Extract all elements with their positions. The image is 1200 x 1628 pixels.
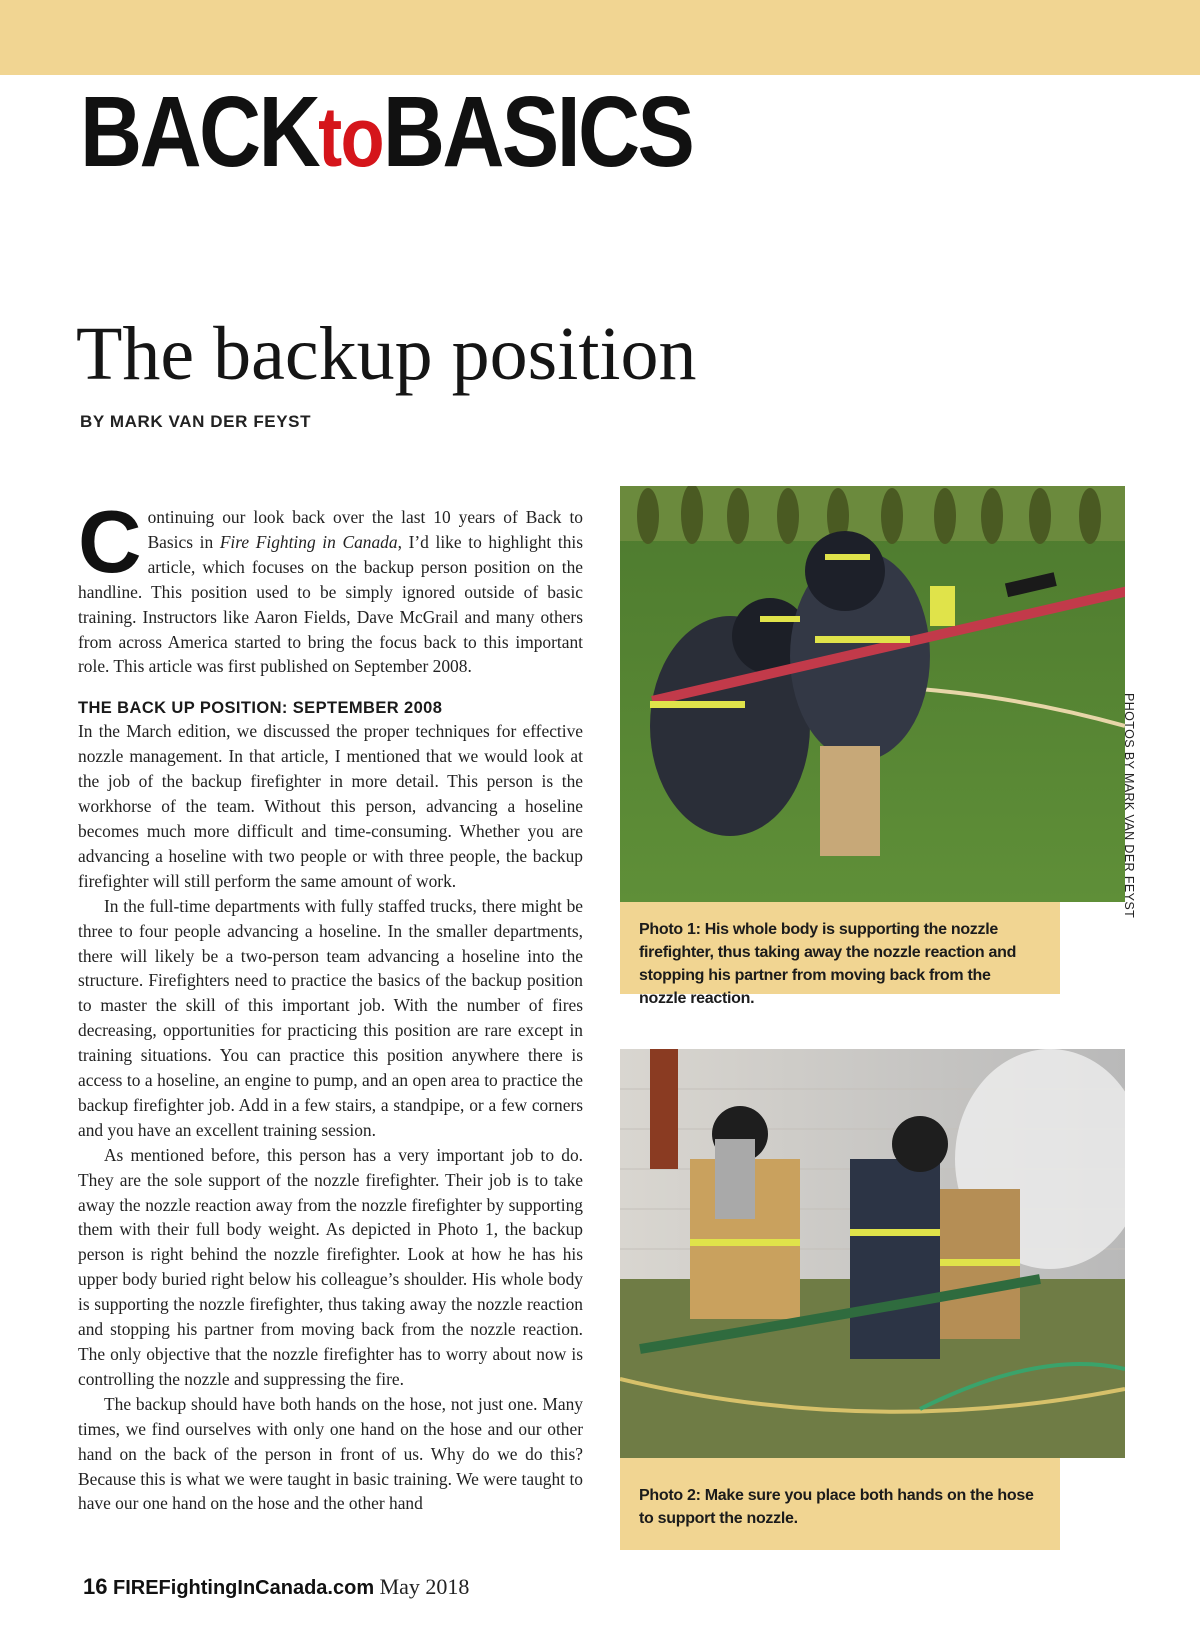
drop-cap: C xyxy=(78,492,142,591)
photo-1 xyxy=(620,486,1125,902)
intro-text-start: ontinuing our look back over the last 10 years of Back to Basics in xyxy=(147,507,583,552)
magazine-name: Fire Fighting in Canada xyxy=(219,531,398,552)
page-number: 16 xyxy=(83,1574,108,1599)
intro-paragraph xyxy=(78,492,583,679)
article-body xyxy=(78,492,583,1516)
masthead-basics: BASICS xyxy=(382,76,693,188)
masthead-to: to xyxy=(318,90,383,184)
body-paragraph-4: The backup should have both hands on the hose, not just one. Many times, we find ourselves with only one hand on the hose and our other hand on the back of the person in front of us. Why do we do this? Because this is what we were taught in basic training. We were taught to have our one hand on the hose and the other hand xyxy=(78,1393,583,1514)
photo-2 xyxy=(620,1049,1125,1458)
section-masthead xyxy=(80,76,693,188)
photo-credit: PHOTOS BY MARK VAN DER FEYST xyxy=(1122,693,1136,919)
page-footer xyxy=(83,1574,469,1600)
photo-1-caption: Photo 1: His whole body is supporting the nozzle firefighter, thus taking away the nozzle reaction and stopping his partner from moving back from the nozzle reaction. xyxy=(620,902,1060,994)
photo-2-image xyxy=(620,1049,1125,1458)
masthead-back: BACK xyxy=(80,76,319,188)
intro-text-end: , I’d like to highlight this article, which focuses on the backup person position on the handline. This position used to be simply ignored outside of basic training. Instructors like Aaron Fields, Dave McGrail and many others from across America started to bring the focus back to this important role. This article was first published on September 2008. xyxy=(78,531,583,677)
article-byline: BY MARK VAN DER FEYST xyxy=(80,412,312,431)
body-paragraph-3: As mentioned before, this person has a very important job to do. They are the sole support of the nozzle firefighter. Their job is to take away the nozzle reaction away from the nozzle firefighter by supporting them with their full body weight. As depicted in Photo 1, the backup person is right behind the nozzle firefighter. Look at how he has his upper body buried right below his colleague’s shoulder. His whole body is supporting the nozzle firefighter, thus taking away the nozzle reaction and stopping his partner from moving back from the nozzle reaction. The only objective that the nozzle firefighter has to worry about now is controlling the nozzle and suppressing the fire. xyxy=(78,1144,583,1389)
body-paragraph-1: In the March edition, we discussed the proper techniques for effective nozzle management. In that article, I mentioned that we would look at the job of the backup firefighter in more detail. This person is the workhorse of the team. Without this person, advancing a hoseline becomes much more difficult and time-consuming. Whether you are advancing a hoseline with two people or with three people, the backup firefighter will still perform the same amount of work. xyxy=(78,721,583,891)
website-name: FIREFightingInCanada.com xyxy=(112,1577,375,1599)
photo-1-image xyxy=(620,486,1125,902)
section-subhead: THE BACK UP POSITION: SEPTEMBER 2008 xyxy=(78,699,443,718)
photo-2-caption: Photo 2: Make sure you place both hands on the hose to support the nozzle. xyxy=(620,1458,1060,1550)
top-color-band xyxy=(0,0,1200,75)
article-title: The backup position xyxy=(76,312,697,396)
issue-date: May 2018 xyxy=(379,1574,470,1599)
body-paragraph-2: In the full-time departments with fully staffed trucks, there might be three to four people advancing a hoseline. In the smaller departments, there will likely be a two-person team advancing a hoseline into the structure. Firefighters need to practice the basics of the backup position to master the skill of this important job. With the number of fires decreasing, opportunities for practicing this position are rare except in training situations. You can practice this position anywhere there is access to a hoseline, an engine to pump, and an open area to practice the backup firefighter job. Add in a few stairs, a standpipe, or a few corners and you have an excellent training session. xyxy=(78,895,583,1140)
